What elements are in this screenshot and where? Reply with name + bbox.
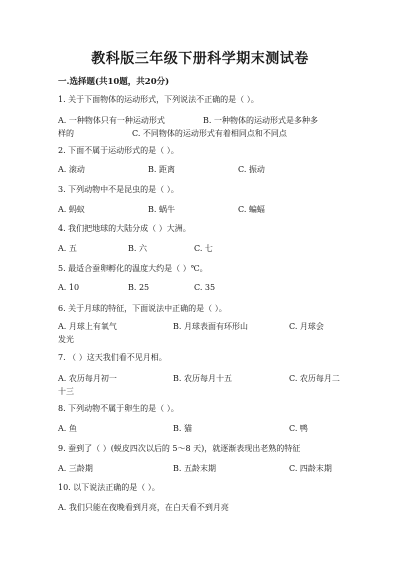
option-8a: A. 鱼 bbox=[58, 424, 77, 433]
option-1a: A. 一种物体只有一种运动形式 bbox=[58, 116, 165, 125]
question-4: 4. 我们把地球的大陆分成（ ）大洲。 bbox=[58, 224, 191, 233]
option-9c: C. 四龄末期 bbox=[289, 464, 332, 473]
question-8: 8. 下列动物不属于卵生的是（ ）。 bbox=[58, 404, 179, 413]
question-1: 1. 关于下面物体的运动形式，下列说法不正确的是（ ）。 bbox=[58, 95, 259, 104]
option-9a: A. 三龄期 bbox=[58, 464, 93, 473]
option-4a: A. 五 bbox=[58, 244, 77, 253]
option-3b: B. 蜗牛 bbox=[148, 205, 175, 214]
option-2c: C. 振动 bbox=[238, 165, 265, 174]
option-6c: C. 月球会 bbox=[289, 322, 324, 331]
question-10: 10. 以下说法正确的是（ ）。 bbox=[58, 483, 160, 492]
option-6a: A. 月球上有氧气 bbox=[58, 322, 117, 331]
option-1c: C. 不同物体的运动形式有着相同点和不同点 bbox=[132, 129, 287, 138]
option-3c: C. 蝙蝠 bbox=[238, 205, 265, 214]
option-7c: C. 农历每月二 bbox=[289, 374, 340, 383]
option-7c-cont: 十三 bbox=[58, 387, 74, 396]
question-5: 5. 最适合蚕卵孵化的温度大约是（ ）℃。 bbox=[58, 264, 208, 273]
option-4b: B. 六 bbox=[128, 244, 147, 253]
option-6b: B. 月球表面有环形山 bbox=[173, 322, 248, 331]
option-10a: A. 我们只能在夜晚看到月亮，在白天看不到月亮 bbox=[58, 503, 229, 512]
option-8c: C. 鸭 bbox=[289, 424, 308, 433]
question-9: 9. 蚕到了（ ）(蜕皮四次以后的 5～8 天)，就逐渐表现出老熟的特征 bbox=[58, 444, 301, 453]
option-2b: B. 距离 bbox=[148, 165, 175, 174]
option-1b-cont: 样的 bbox=[58, 129, 74, 138]
question-3: 3. 下列动物中不是昆虫的是（ ）。 bbox=[58, 185, 179, 194]
page-title: 教科版三年级下册科学期末测试卷 bbox=[91, 51, 309, 67]
option-8b: B. 猫 bbox=[173, 424, 192, 433]
option-5a: A. 10 bbox=[58, 283, 80, 292]
option-9b: B. 五龄末期 bbox=[173, 464, 216, 473]
question-6: 6. 关于月球的特征，下面说法中正确的是（ ）。 bbox=[58, 304, 227, 313]
option-4c: C. 七 bbox=[194, 244, 213, 253]
option-7b: B. 农历每月十五 bbox=[173, 374, 232, 383]
option-3a: A. 蚂蚁 bbox=[58, 205, 85, 214]
option-6c-cont: 发光 bbox=[58, 335, 74, 344]
option-7a: A. 农历每月初一 bbox=[58, 374, 117, 383]
section-heading: 一.选择题(共10题，共20分) bbox=[58, 77, 170, 87]
question-7: 7. （ ）这天我们看不见月相。 bbox=[58, 353, 167, 362]
question-2: 2. 下面不属于运动形式的是（ ）。 bbox=[58, 146, 179, 155]
option-1b: B. 一种物体的运动形式是多种多 bbox=[203, 116, 318, 125]
option-5c: C. 35 bbox=[194, 283, 216, 292]
option-5b: B. 25 bbox=[128, 283, 150, 292]
option-2a: A. 滚动 bbox=[58, 165, 85, 174]
